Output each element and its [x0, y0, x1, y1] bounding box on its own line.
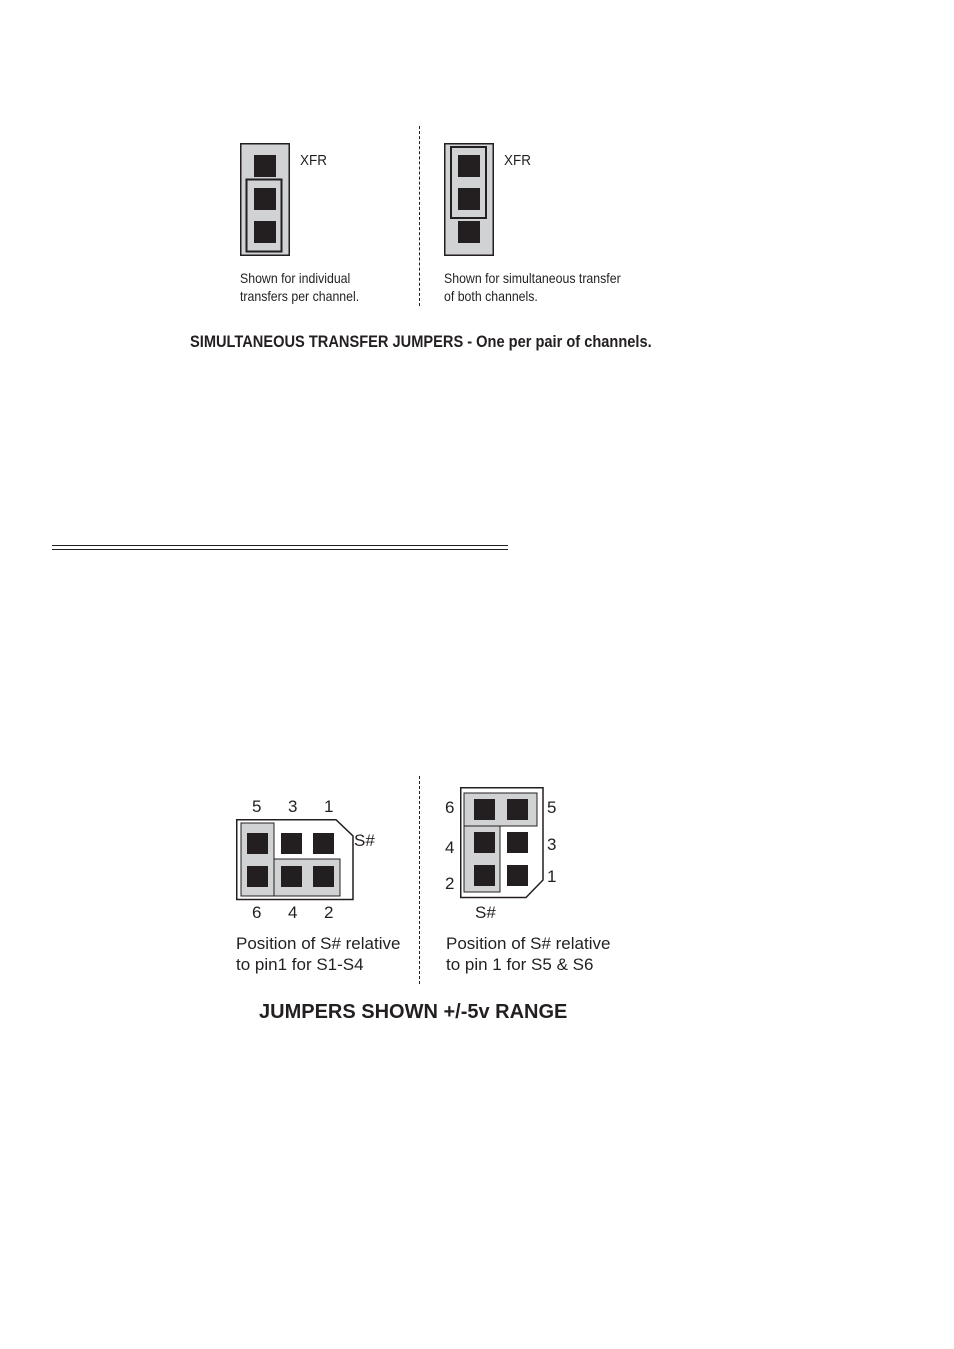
xfr-header-individual	[240, 143, 290, 258]
xfr-label-left: XFR	[300, 152, 327, 169]
range-header-s1-s4	[236, 819, 356, 901]
xfr-left-desc-line2: transfers per channel.	[240, 288, 360, 304]
range-left-desc-line1: Position of S# relative	[236, 934, 401, 953]
header-pin	[507, 865, 528, 886]
header-pin	[458, 221, 480, 243]
header-pin	[281, 833, 302, 854]
xfr-right-desc-line2: of both channels.	[444, 288, 538, 304]
header-pin	[458, 155, 480, 177]
range-right-desc-line2: to pin 1 for S5 & S6	[446, 955, 594, 974]
header-pin	[313, 866, 334, 887]
range-diagram-section	[0, 760, 954, 1040]
header-pin	[474, 799, 495, 820]
header-pin	[247, 866, 268, 887]
header-pin	[254, 155, 276, 177]
header-pin	[507, 832, 528, 853]
header-pin	[458, 188, 480, 210]
pin-number: 6	[252, 903, 262, 922]
range-right-desc-line1: Position of S# relative	[446, 934, 611, 953]
header-pin	[254, 221, 276, 243]
header-pin	[254, 188, 276, 210]
xfr-caption: SIMULTANEOUS TRANSFER JUMPERS - One per pair of channels.	[190, 332, 652, 351]
header-pin	[247, 833, 268, 854]
xfr-divider	[419, 126, 420, 306]
xfr-diagram-section	[0, 0, 954, 360]
xfr-header-simultaneous	[444, 143, 494, 258]
pin-number: 1	[547, 867, 557, 886]
header-pin	[474, 865, 495, 886]
header-pin	[507, 799, 528, 820]
pin-number: 1	[324, 797, 334, 816]
xfr-label-right: XFR	[504, 152, 531, 169]
xfr-right-desc-line1: Shown for simultaneous transfer	[444, 270, 621, 286]
section-separator	[52, 545, 508, 550]
s-number-label-right: S#	[475, 903, 496, 922]
pin-number: 5	[252, 797, 262, 816]
range-left-desc-line2: to pin1 for S1-S4	[236, 955, 364, 974]
range-caption: JUMPERS SHOWN +/-5v RANGE	[259, 1001, 568, 1023]
pin-number: 6	[445, 798, 455, 817]
pin-number: 3	[547, 835, 557, 854]
pin-number: 2	[445, 874, 455, 893]
pin-number: 4	[288, 903, 298, 922]
range-divider	[419, 776, 420, 984]
pin-number: 5	[547, 798, 557, 817]
header-pin	[313, 833, 334, 854]
pin-number: 2	[324, 903, 334, 922]
header-pin	[281, 866, 302, 887]
pin-number: 3	[288, 797, 298, 816]
s-number-label-left: S#	[354, 831, 375, 850]
xfr-left-desc-line1: Shown for individual	[240, 270, 351, 286]
header-pin	[474, 832, 495, 853]
pin-number: 4	[445, 838, 455, 857]
range-header-s5-s6	[460, 787, 546, 899]
